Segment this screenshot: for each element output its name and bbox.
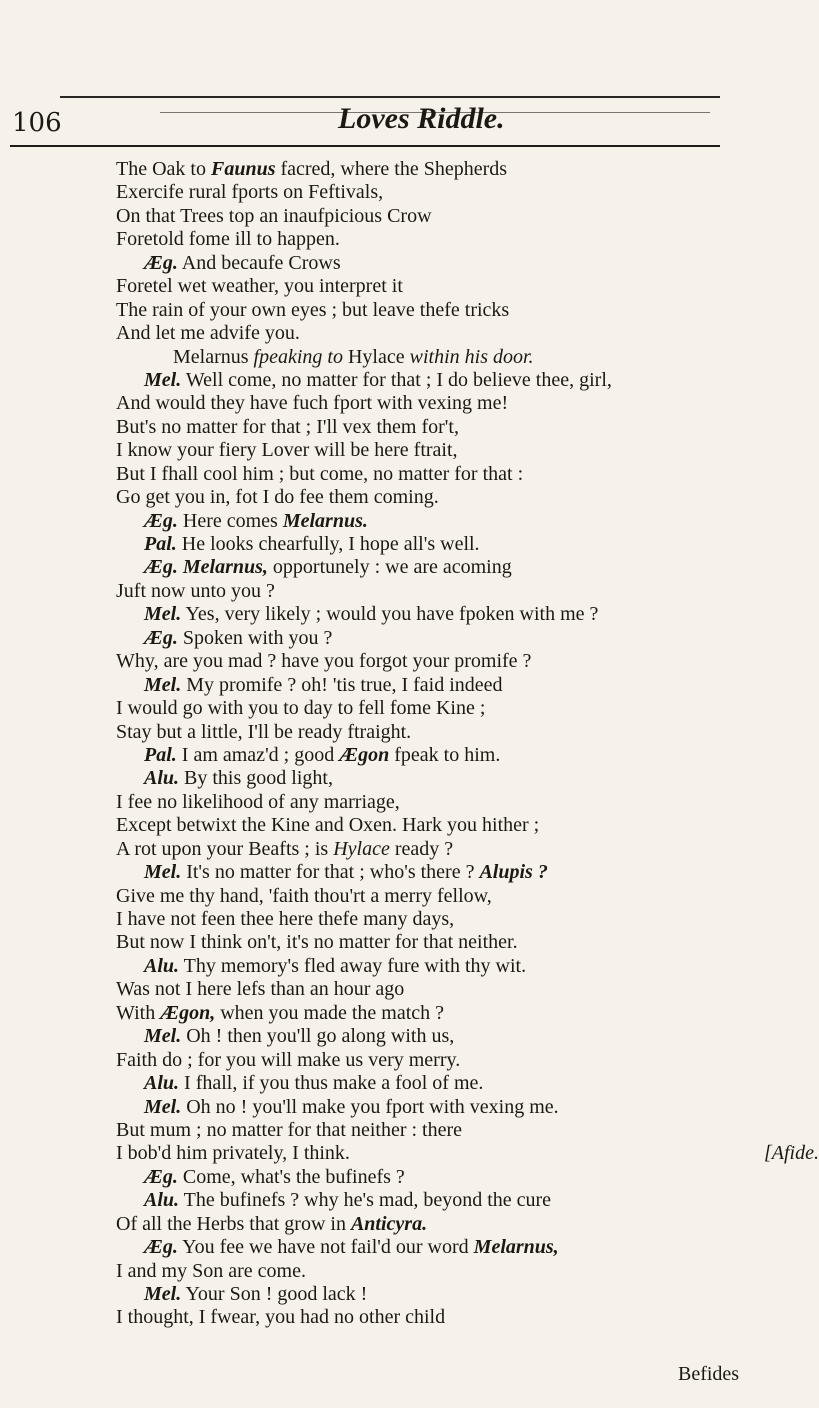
verse-line: Alu. I fhall, if you thus make a fool of me. xyxy=(144,1072,484,1095)
verse-line: Stay but a little, I'll be ready ftraight. xyxy=(116,720,412,743)
verse-line: Except betwixt the Kine and Oxen. Hark you hither ; xyxy=(116,814,540,837)
verse-line: The rain of your own eyes ; but leave thefe tricks xyxy=(116,298,510,321)
verse-line: With Ægon, when you made the match ? xyxy=(116,1001,445,1024)
running-title: Loves Riddle. xyxy=(338,102,505,135)
verse-line: Foretold fome ill to happen. xyxy=(116,228,340,251)
top-rule xyxy=(60,96,720,98)
verse-line: Mel. My promife ? oh! 'tis true, I faid indeed xyxy=(144,673,503,696)
verse-line: But now I think on't, it's no matter for that neither. xyxy=(116,931,518,954)
verse-line: Was not I here lefs than an hour ago xyxy=(116,978,405,1001)
verse-line: But mum ; no matter for that neither : there xyxy=(116,1118,463,1141)
verse-line: I would go with you to day to fell fome Kine ; xyxy=(116,697,486,720)
verse-line: I and my Son are come. xyxy=(116,1259,306,1282)
verse-line: And let me advife you. xyxy=(116,322,300,345)
verse-line: Alu. The bufinefs ? why he's mad, beyond the cure xyxy=(144,1189,552,1212)
verse-line: Mel. Oh no ! you'll make you fport with vexing me. xyxy=(144,1095,559,1118)
verse-text xyxy=(116,158,819,1330)
verse-line: Faith do ; for you will make us very merry. xyxy=(116,1048,461,1071)
verse-line: I thought, I fwear, you had no other child xyxy=(116,1306,446,1329)
verse-line: I know your fiery Lover will be here ftrait, xyxy=(116,439,458,462)
verse-line: Exercife rural fports on Feftivals, xyxy=(116,181,384,204)
verse-line: Pal. I am amaz'd ; good Ægon fpeak to him. xyxy=(144,743,501,766)
verse-line: Alu. Thy memory's fled away fure with thy wit. xyxy=(144,954,527,977)
verse-line: Mel. Oh ! then you'll go along with us, xyxy=(144,1025,455,1048)
verse-line: But's no matter for that ; I'll vex them for't, xyxy=(116,415,459,438)
verse-line: Give me thy hand, 'faith thou'rt a merry fellow, xyxy=(116,884,492,907)
stage-direction: Melarnus fpeaking to Hylace within his door. xyxy=(173,345,534,368)
verse-line: Mel. It's no matter for that ; who's there ? Alupis ? xyxy=(144,861,548,884)
verse-line: Mel. Your Son ! good lack ! xyxy=(144,1283,368,1305)
header-rule xyxy=(10,145,720,147)
verse-line: But I fhall cool him ; but come, no matter for that : xyxy=(116,462,524,485)
verse-line: Go get you in, fot I do fee them coming. xyxy=(116,486,439,509)
verse-line: Æg. And becaufe Crows xyxy=(144,251,341,274)
verse-line: On that Trees top an inaufpicious Crow xyxy=(116,204,432,227)
verse-line: Of all the Herbs that grow in Anticyra. xyxy=(116,1212,428,1235)
verse-line: Mel. Yes, very likely ; would you have fpoken with me ? xyxy=(144,603,599,626)
verse-line: Mel. Well come, no matter for that ; I do believe thee, girl, xyxy=(144,368,612,391)
verse-line: Juft now unto you ? xyxy=(116,579,275,602)
verse-line: Why, are you mad ? have you forgot your promife ? xyxy=(116,650,532,673)
verse-line: Alu. By this good light, xyxy=(144,767,333,790)
verse-line: I bob'd him privately, I think. [Afide. xyxy=(116,1142,819,1165)
verse-line: I fee no likelihood of any marriage, xyxy=(116,790,400,813)
verse-line: The Oak to Faunus facred, where the Shepherds xyxy=(116,158,508,180)
verse-line: Æg. Come, what's the bufinefs ? xyxy=(144,1165,405,1188)
verse-line: I have not feen thee here thefe many days, xyxy=(116,908,455,930)
verse-line: Æg. Melarnus, opportunely : we are acoming xyxy=(144,556,512,579)
verse-line: Æg. You fee we have not fail'd our word Melarnus, xyxy=(144,1236,559,1259)
stage-aside: [Afide. xyxy=(764,1142,819,1165)
verse-line: Pal. He looks chearfully, I hope all's well. xyxy=(144,533,480,555)
catchword: Befides xyxy=(678,1363,740,1385)
verse-line: Foretel wet weather, you interpret it xyxy=(116,275,403,298)
verse-line: And would they have fuch fport with vexing me! xyxy=(116,392,509,415)
verse-line: Æg. Spoken with you ? xyxy=(144,626,333,649)
page-number: 106 xyxy=(12,108,62,138)
verse-line: Æg. Here comes Melarnus. xyxy=(144,509,368,532)
verse-line: A rot upon your Beafts ; is Hylace ready ? xyxy=(116,837,454,860)
